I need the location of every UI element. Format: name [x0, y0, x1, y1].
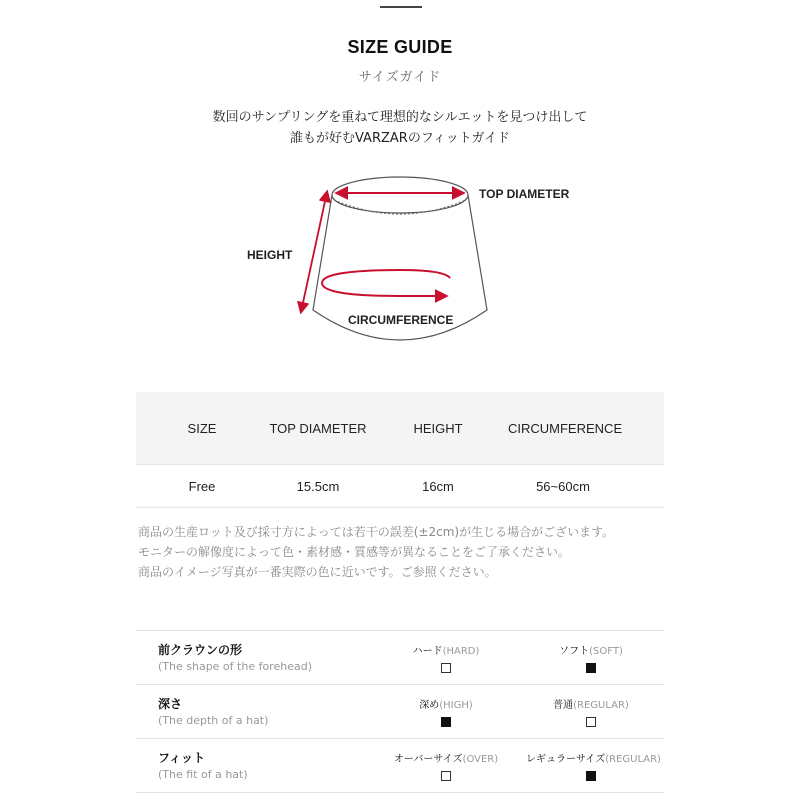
- checkbox-checked: [586, 771, 596, 781]
- hat-measurement-diagram: [200, 170, 600, 360]
- option-label: ハード: [412, 646, 443, 657]
- option-label-en: (REGULAR): [573, 700, 629, 711]
- page-title: SIZE GUIDE: [347, 37, 453, 57]
- option-label: レギュラーサイズ: [526, 754, 606, 765]
- checkbox-unchecked: [441, 663, 451, 673]
- attribute-name-en: (The shape of the forehead): [158, 660, 312, 673]
- note-line: モニターの解像度によって色・素材感・質感等が異なることをご了承ください。: [138, 545, 571, 559]
- header-circumference: CIRCUMFERENCE: [508, 420, 623, 436]
- header-size: SIZE: [187, 420, 217, 436]
- cell-height: 16cm: [422, 478, 454, 494]
- option-regular-size: [526, 750, 661, 781]
- attribute-row-depth: [136, 685, 664, 739]
- note-line: 商品のイメージ写真が一番実際の色に近いです。ご参照ください。: [138, 565, 497, 579]
- option-label-en: (OVER): [462, 754, 499, 765]
- header-top-diameter: TOP DIAMETER: [269, 420, 367, 436]
- header-height: HEIGHT: [413, 420, 463, 436]
- hat-stitching: [334, 200, 466, 214]
- top-divider: [380, 6, 422, 8]
- cell-size: Free: [188, 478, 216, 494]
- cell-circumference: 56~60cm: [536, 478, 590, 494]
- option-label-en: (REGULAR): [605, 754, 661, 765]
- option-label: オーバーサイズ: [393, 754, 463, 765]
- attribute-name-en: (The depth of a hat): [158, 714, 269, 727]
- note-line: 商品の生産ロット及び採寸方によっては若干の誤差(±2cm)が生じる場合がございます。: [138, 525, 615, 539]
- attribute-row-crown-shape: [136, 631, 664, 685]
- attribute-name-en: (The fit of a hat): [158, 768, 248, 781]
- attribute-row-fit: [136, 739, 664, 793]
- intro-line-2: 誰もが好むVARZARのフィットガイド: [290, 131, 510, 146]
- page-subtitle: サイズガイド: [358, 70, 442, 85]
- option-regular: [526, 696, 656, 727]
- intro-text: [0, 107, 800, 149]
- option-label-en: (SOFT): [589, 646, 623, 657]
- size-table: [136, 392, 664, 508]
- checkbox-unchecked: [441, 771, 451, 781]
- cell-top-diameter: 15.5cm: [296, 478, 340, 494]
- circumference-arrow: [322, 270, 450, 296]
- table-row: [136, 464, 664, 508]
- option-high: [381, 696, 511, 727]
- attribute-name: フィット: [158, 751, 206, 765]
- notes: [138, 522, 614, 582]
- option-hard: [381, 642, 511, 673]
- height-label: HEIGHT: [247, 248, 293, 262]
- option-soft: [526, 642, 656, 673]
- checkbox-checked: [441, 717, 451, 727]
- intro-line-1: 数回のサンプリングを重ねて理想的なシルエットを見つけ出して: [212, 110, 588, 125]
- checkbox-unchecked: [586, 717, 596, 727]
- circumference-label: CIRCUMFERENCE: [348, 313, 454, 327]
- option-over: [381, 750, 511, 781]
- top-diameter-label: TOP DIAMETER: [479, 187, 570, 201]
- fit-attribute-table: [136, 630, 664, 793]
- attribute-name: 前クラウンの形: [158, 643, 243, 657]
- option-label-en: (HARD): [442, 646, 480, 657]
- option-label: 深め: [419, 700, 440, 711]
- option-label: ソフト: [559, 646, 590, 657]
- option-label-en: (HIGH): [439, 700, 473, 711]
- size-table-header: [136, 392, 664, 464]
- option-label: 普通: [553, 700, 574, 711]
- hat-top-ellipse: [332, 177, 468, 213]
- attribute-name: 深さ: [158, 697, 183, 711]
- checkbox-checked: [586, 663, 596, 673]
